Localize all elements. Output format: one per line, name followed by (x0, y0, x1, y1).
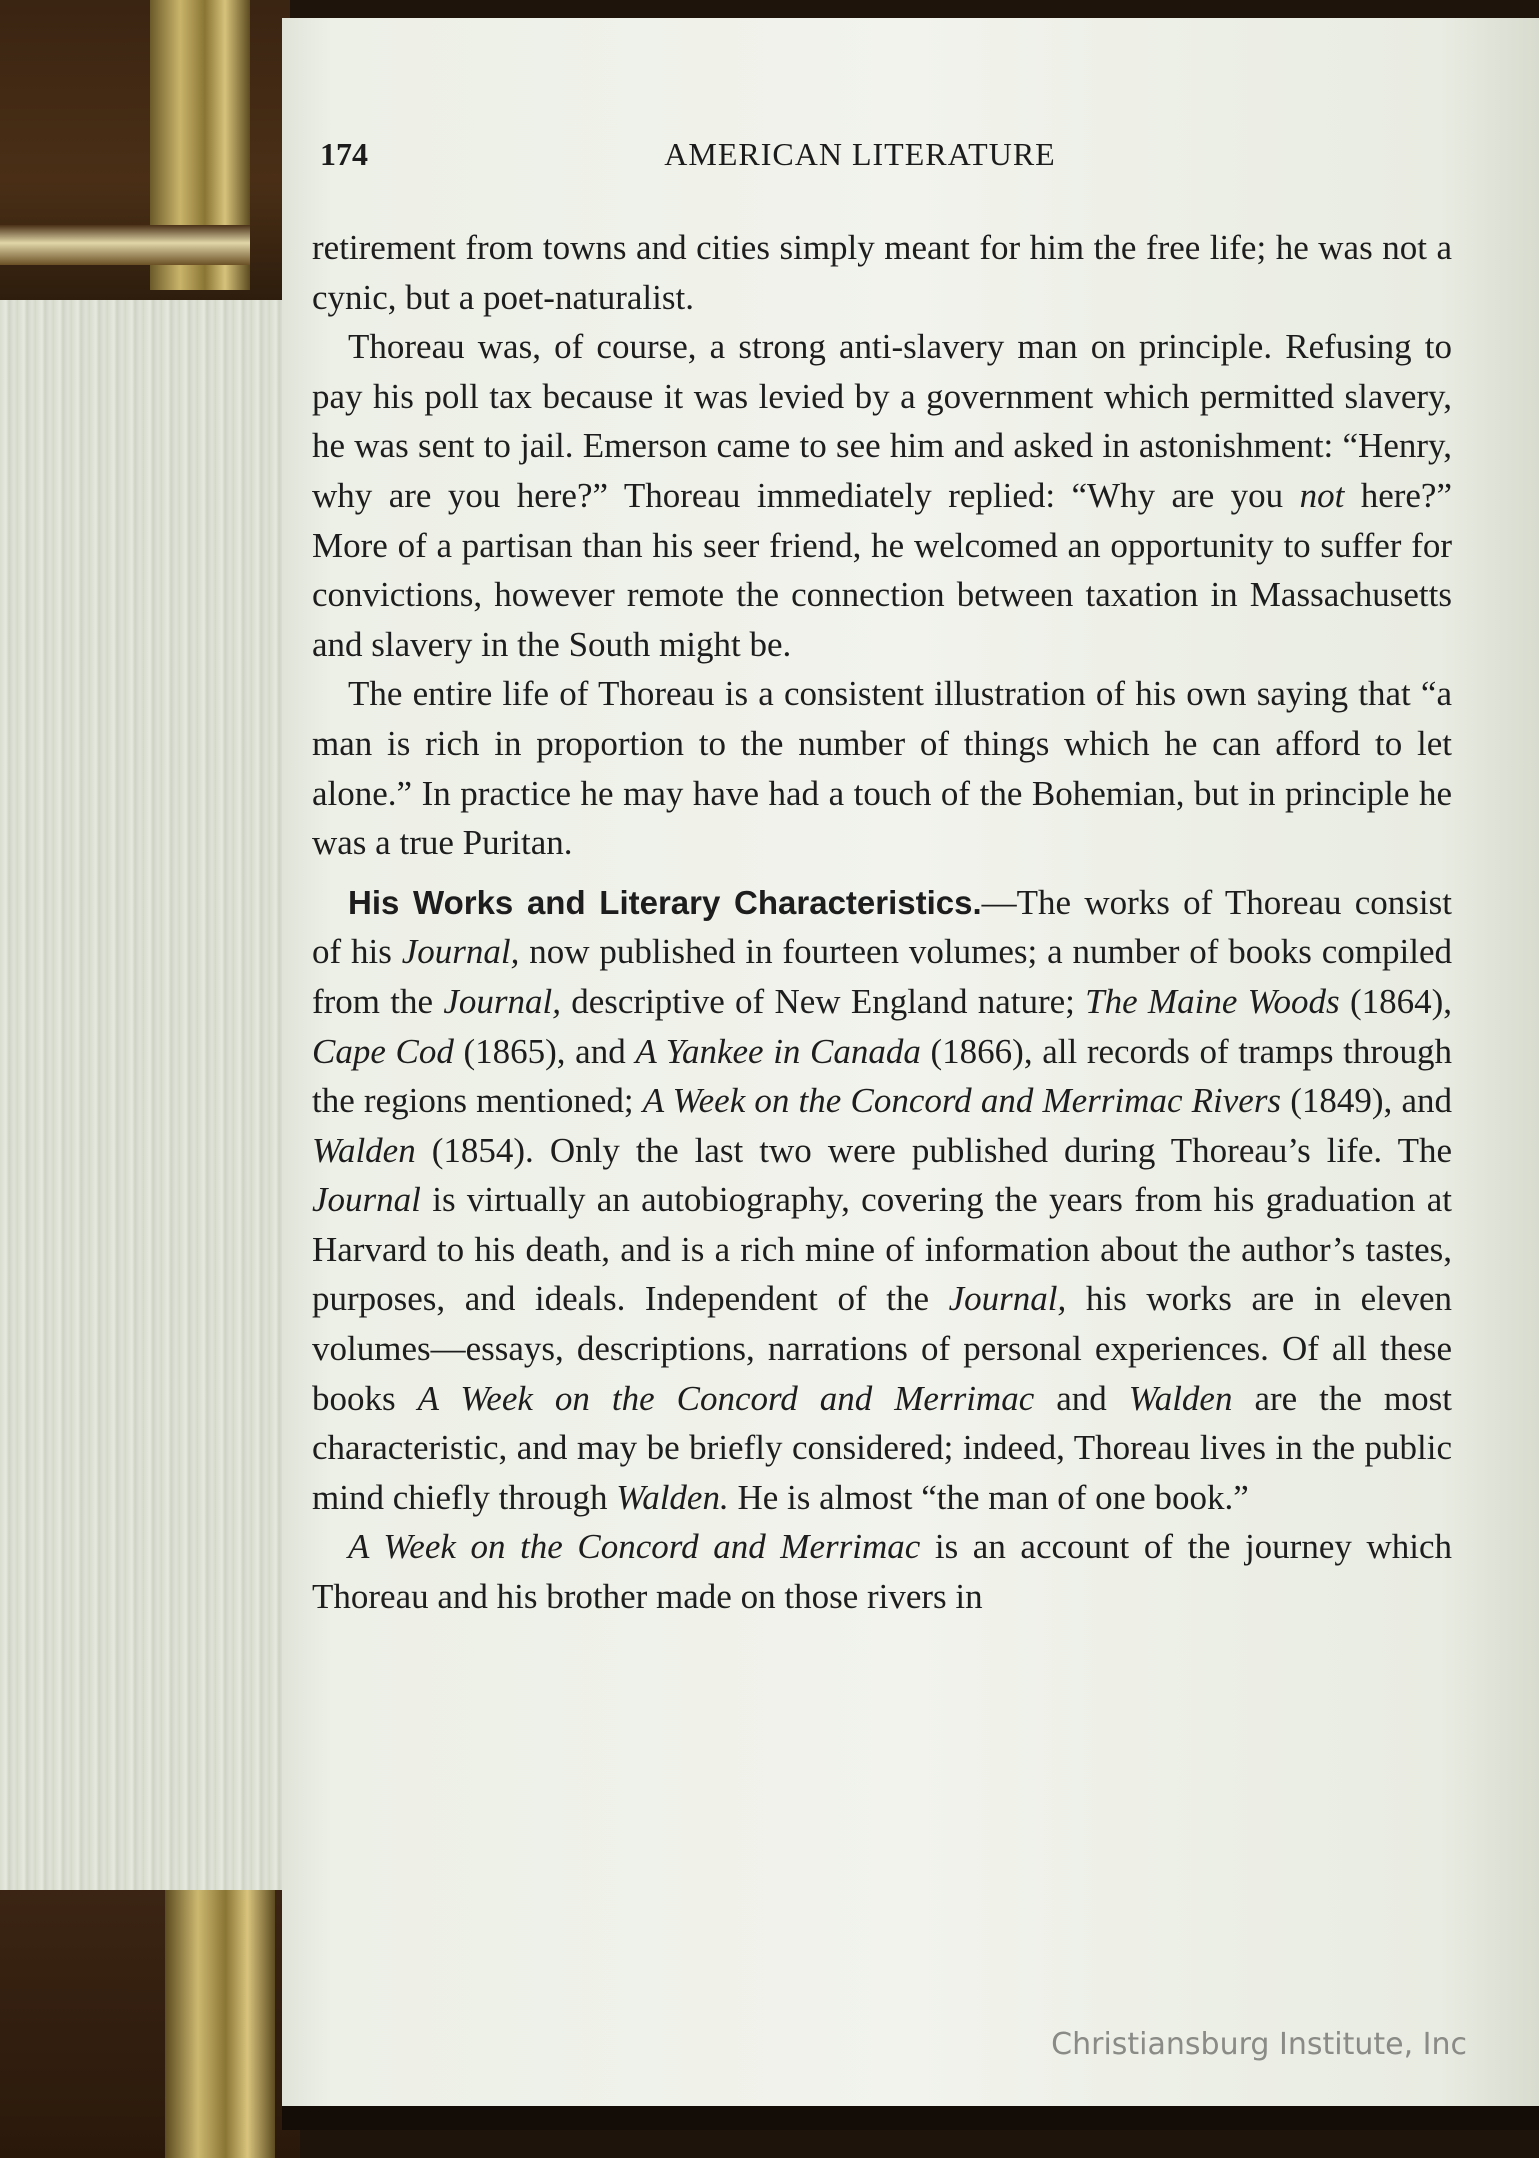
paragraph-5: A Week on the Concord and Merrimac is an account of the journey which Thoreau and his brother made on those rivers in (312, 1527, 1452, 1617)
section-heading: His Works and Literary Characteristics. (348, 883, 982, 921)
body-text (312, 223, 1452, 1622)
page-edges (0, 240, 290, 1920)
top-binding (0, 0, 290, 300)
paragraph-1: retirement from towns and cities simply meant for him the free life; he was not a cynic, but a poet-naturalist. (312, 228, 1452, 317)
running-head (320, 136, 1400, 180)
paragraph-3: The entire life of Thoreau is a consistent illustration of his own saying that “a man is rich in proportion to the number of things which he can afford to let alone.” In practice he may have had a touch of the Bohemian, but in principle he was a true Puritan. (312, 674, 1452, 863)
bottom-binding (0, 1890, 300, 2158)
watermark: Christiansburg Institute, Inc (1051, 2027, 1467, 2062)
paragraph-2: Thoreau was, of course, a strong anti-slavery man on principle. Refusing to pay his poll tax because it was levied by a government which permitted slavery, he was sent to jail. Emerson came to see him and asked in astonishment: “Henry, why are you here?” Thoreau immediately replied: “Why are you not here?” More of a partisan than his seer friend, he welcomed an opportunity to suffer for convictions, however remote the connection between taxation in Massachusetts and slavery in the South might be. (312, 327, 1453, 664)
page-number: 174 (320, 136, 368, 172)
gilt-strip (0, 225, 250, 265)
gilt-edge-bottom (165, 1890, 275, 2158)
page-title: AMERICAN LITERATURE (664, 136, 1056, 172)
paragraph-4: His Works and Literary Characteristics.—The works of Thoreau consist of his Journal, now published in fourteen volumes; a number of books compiled from the Journal, descriptive of New England nature; The Maine Woods (1864), Cape Cod (1865), and A Yankee in Canada (1866), all records of tramps through the regions mentioned; A Week on the Concord and Merrimac Rivers (1849), and Walden (1854). Only the last two were published during Thoreau’s life. The Journal is virtually an autobiography, covering the years from his graduation at Harvard to his death, and is a rich mine of information about the author’s tastes, purposes, and ideals. Independent of the Journal, his works are in eleven volumes—essays, descriptions, narrations of personal experiences. Of all these books A Week on the Concord and Merrimac and Walden are the most characteristic, and may be briefly considered; indeed, Thoreau lives in the public mind chiefly through Walden. He is almost “the man of one book.” (312, 882, 1453, 1517)
book-page (282, 18, 1539, 2130)
